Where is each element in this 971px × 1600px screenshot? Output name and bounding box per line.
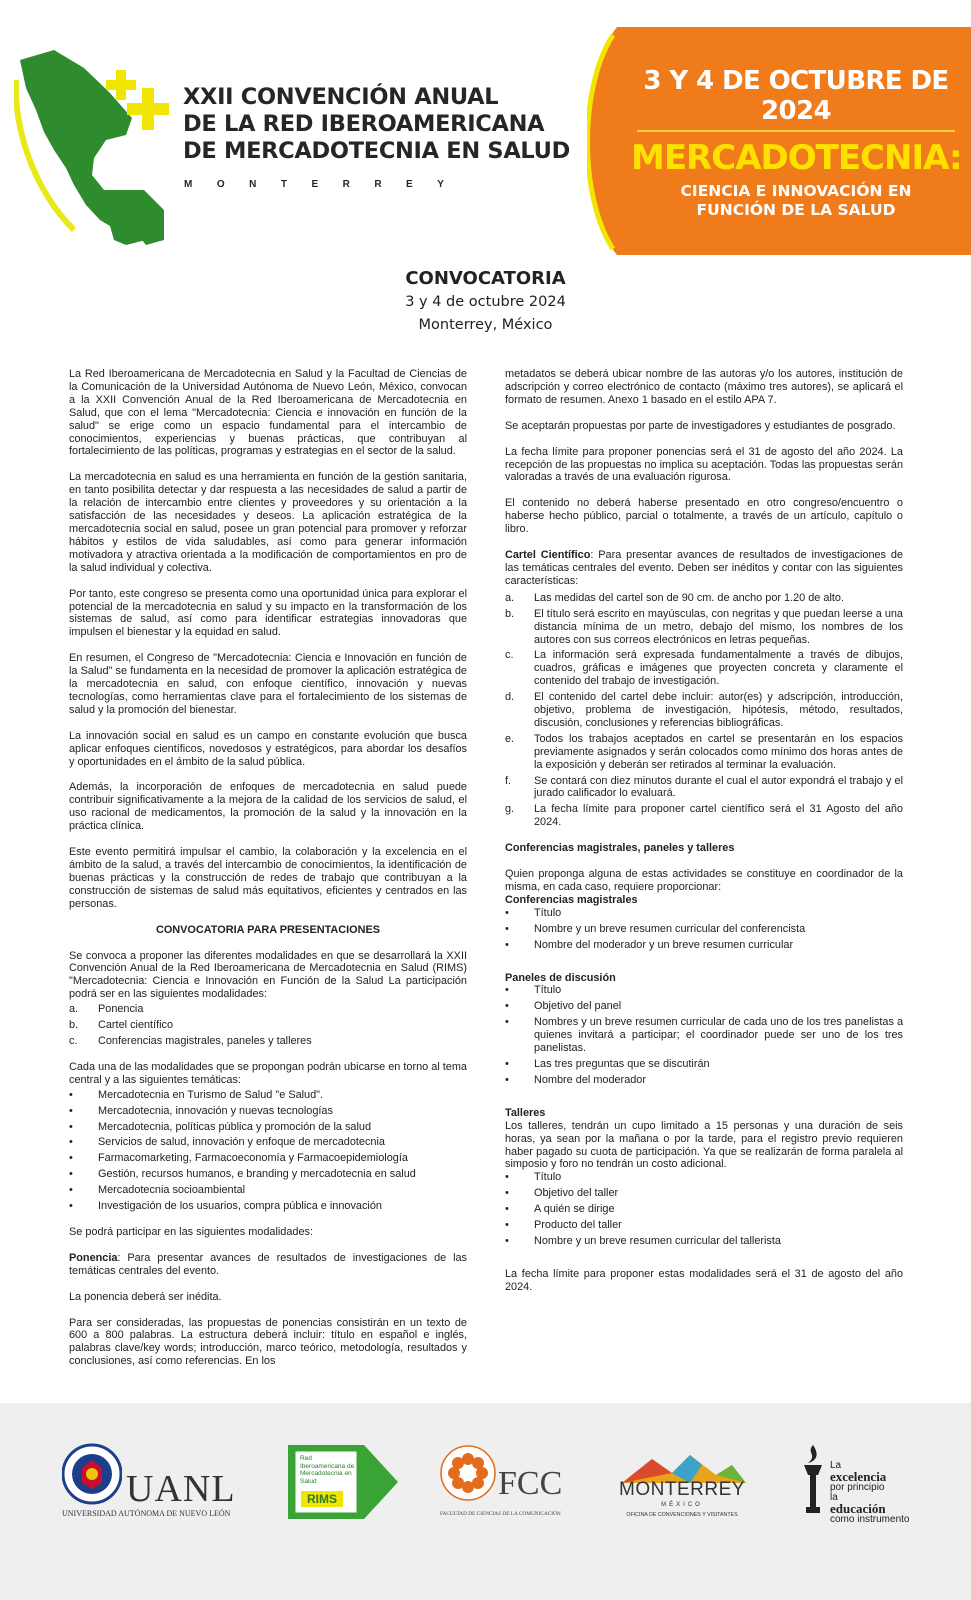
ponencia-text: : Para presentar avances de resultados de investigaciones de las temáticas centrales del evento. xyxy=(69,1251,467,1277)
list-item xyxy=(69,1136,467,1149)
list-item-text: Conferencias magistrales, paneles y talleres xyxy=(98,1034,312,1047)
excelencia-logo xyxy=(800,1445,910,1525)
list-item xyxy=(505,923,903,936)
uanl-seal-icon xyxy=(62,1443,122,1505)
excelencia-line: la xyxy=(830,1492,838,1503)
paragraph: La Red Iberoamericana de Mercadotecnia en Salud y la Facultad de Ciencias de la Comunicación de la Universidad Autónoma de Nuevo León, México, convocan a la XXII Convención Anual de la Red Iberoamericana de Mercadotecnia en Salud, que con el lema "Mercadotecnia: Ciencia e innovación en función de la salud" se erige como un espacio fundamental para el intercambio de conocimientos, experiencias y buenas prácticas, que contribuyan al fortalecimiento de las políticas, programas y estrategias en el sector de la salud. xyxy=(69,368,467,458)
right-column xyxy=(505,368,903,1307)
paragraph xyxy=(69,1252,467,1278)
monterrey-country: MÉXICO xyxy=(661,1502,703,1508)
list-item-text: Ponencia xyxy=(98,1003,144,1016)
rims-text-line: Mercadotecnia en xyxy=(300,1470,352,1477)
paragraph: Se podrá participar en las siguientes modalidades: xyxy=(69,1225,313,1238)
paragraph: Se aceptarán propuestas por parte de investigadores y estudiantes de posgrado. xyxy=(505,419,896,432)
monterrey-ocv: OFICINA DE CONVENCIONES Y VISITANTES xyxy=(626,1512,738,1518)
footer-logos xyxy=(0,1403,971,1600)
list-item-text: Título xyxy=(534,984,562,997)
workshops-list xyxy=(505,1171,903,1248)
list-item xyxy=(69,1184,467,1197)
latin-america-map-logo xyxy=(14,40,189,245)
bullet-icon: • xyxy=(69,1152,73,1165)
bullet-icon: • xyxy=(505,1073,509,1086)
fcc-wordmark: FCC xyxy=(498,1465,563,1502)
list-item-text: Objetivo del panel xyxy=(534,1000,622,1013)
paragraph: La mercadotecnia en salud es una herramienta en función de la gestión sanitaria, en tanto posibilita detectar y dar respuesta a las necesidades de salud a partir de la relación de intercambio entre clientes y proveedores y su orientación a la satisfacción de las necesidades y deseos. La aplicación estratégica de la mercadotecnia social en salud, posee un gran potencial para promover y reforzar hábitos y estilos de vida saludables, así como para generar información motivadora y atractiva orientada a la modificación de comportamientos en pro de la salud individual y colectiva. xyxy=(69,471,467,574)
left-column xyxy=(69,368,467,1381)
list-marker: g. xyxy=(505,803,515,816)
bullet-icon: • xyxy=(505,938,509,951)
list-item xyxy=(69,1152,467,1165)
banner-divider xyxy=(637,130,955,132)
paragraph xyxy=(505,549,903,588)
list-item xyxy=(69,1019,467,1032)
event-place: Monterrey, México xyxy=(418,317,553,333)
bullet-icon: • xyxy=(505,1219,509,1232)
paragraph: Quien proponga alguna de estas actividades se constituye en coordinador de la misma, en cada caso, requiere proporcionar: xyxy=(505,868,903,893)
list-item xyxy=(505,649,903,688)
list-item xyxy=(505,939,903,952)
bullet-icon: • xyxy=(69,1168,73,1181)
banner-text xyxy=(631,60,961,220)
paragraph: Para ser consideradas, las propuestas de ponencias consistirán en un texto de 600 a 800 palabras. La estructura deberá incluir: título en español e inglés, palabras clave/key words; introducción, marco teórico, metodología, resultados y conclusiones, así como referencias. En los xyxy=(69,1316,467,1368)
workshops-subheading: Talleres xyxy=(505,1106,546,1119)
list-item xyxy=(505,984,903,997)
list-item-text: Servicios de salud, innovación y enfoque de mercadotecnia xyxy=(98,1136,385,1149)
list-marker: c. xyxy=(69,1034,78,1047)
list-item xyxy=(69,1200,467,1213)
list-item xyxy=(69,1168,467,1181)
fcc-flower-icon xyxy=(440,1445,496,1501)
list-item-text: Investigación de los usuarios, compra pública e innovación xyxy=(98,1200,382,1213)
list-marker: e. xyxy=(505,732,515,745)
list-item-text: El título será escrito en mayúsculas, con negritas y que puedan leerse a una distancia mínima de un metro, debajo del mismo, los nombres de los autores con sus correos electrónicos en letras pequeñas. xyxy=(534,607,903,646)
bullet-icon: • xyxy=(69,1200,73,1213)
paragraph: Se convoca a proponer las diferentes modalidades en que se desarrollará la XXII Convención Anual de la Red Iberoamericana de Mercadotecnia en Salud (RIMS) "Mercadotecnia: Ciencia e Innovación en Función de la Salud La participación podrá ser en las siguientes modalidades: xyxy=(69,949,467,1001)
excelencia-line: excelencia xyxy=(830,1469,887,1484)
panels-subheading: Paneles de discusión xyxy=(505,971,616,984)
paragraph: La innovación social en salud es un campo en constante evolución que busca aplicar enfoques científicos, novedosos y estratégicos, para abordar los desafíos y oportunidades en el ámbito de la salud pública. xyxy=(69,729,467,768)
uanl-wordmark: UANL xyxy=(126,1468,236,1510)
conferences-list xyxy=(505,907,903,952)
bullet-icon: • xyxy=(505,1057,509,1070)
list-item-text: Título xyxy=(534,906,562,919)
list-item xyxy=(505,1187,903,1200)
list-item-text: Producto del taller xyxy=(534,1219,622,1232)
header xyxy=(0,0,971,255)
list-item-text: Farmacomarketing, Farmacoeconomía y Farmacoepidemiología xyxy=(98,1152,408,1165)
cartel-text: : Para presentar avances de resultados de investigaciones de las temáticas centrales del evento. Deben ser inéditos y contar con las siguientes características: xyxy=(505,549,903,587)
bullet-icon: • xyxy=(505,984,509,997)
convention-city: MONTERREY xyxy=(184,179,469,190)
list-item xyxy=(505,775,903,801)
paragraph: Cada una de las modalidades que se propongan podrán ubicarse en torno al tema central y a las siguientes temáticas: xyxy=(69,1060,467,1086)
rims-text-line: Salud xyxy=(300,1477,317,1485)
rims-text-line: Iberoamericana de xyxy=(300,1462,355,1470)
cartel-list xyxy=(505,592,903,829)
bullet-icon: • xyxy=(69,1136,73,1149)
list-item xyxy=(505,907,903,920)
list-item xyxy=(69,1089,467,1102)
list-marker: d. xyxy=(505,691,515,704)
fcc-logo xyxy=(440,1445,570,1525)
excelencia-line: por principio xyxy=(830,1482,885,1493)
paragraph: La fecha límite para proponer estas modalidades será el 31 de agosto del año 2024. xyxy=(505,1267,903,1293)
list-item xyxy=(505,608,903,647)
list-item-text: Las tres preguntas que se discutirán xyxy=(534,1057,710,1070)
list-marker: a. xyxy=(69,1003,79,1016)
paragraph: metadatos se deberá ubicar nombre de las autoras y/o los autores, institución de adscripción y correo electrónico de contacto (máximo tres autores), se aplicará el formato de resumen. Anexo 1 basado en el estilo APA 7. xyxy=(505,368,903,406)
list-item xyxy=(505,803,903,829)
paragraph: En resumen, el Congreso de "Mercadotecnia: Ciencia e Innovación en función de la Salud" se fundamenta en la necesidad de promover la aplicación estratégica de la mercadotecnia en salud, con enfoque científico, innovación y nuevas tecnologías, como herramientas clave para el fortalecimiento de los sistemas de salud y la promoción del bienestar. xyxy=(69,652,467,716)
list-item-text: Mercadotecnia, innovación y nuevas tecnologías xyxy=(98,1104,333,1117)
convention-title-line-3: DE MERCADOTECNIA EN SALUD xyxy=(183,138,571,164)
list-item-text: Nombre y un breve resumen curricular del tallerista xyxy=(534,1234,781,1247)
bullet-icon: • xyxy=(505,1000,509,1013)
plus-cross-large xyxy=(127,88,169,130)
banner-date: 3 Y 4 DE OCTUBRE DE 2024 xyxy=(643,66,949,126)
paragraph: Los talleres, tendrán un cupo limitado a 15 personas y una duración de seis horas, ya sean por la mañana o por la tarde, para el registro previo requieren haber pagado su cuota de participación. Ya que se realizarán de forma paralela al simposio y foro no tendrán un costo adicional. xyxy=(505,1119,903,1171)
list-item-text: A quién se dirige xyxy=(534,1203,615,1216)
bullet-icon: • xyxy=(505,1203,509,1216)
list-item xyxy=(505,1000,903,1013)
excelencia-line: educación xyxy=(830,1501,886,1516)
cartel-label: Cartel Científico xyxy=(505,549,591,562)
bullet-icon: • xyxy=(69,1088,73,1101)
list-item xyxy=(69,1121,467,1134)
excelencia-text xyxy=(830,1461,909,1525)
list-marker: f. xyxy=(505,774,512,787)
rims-badge: RIMS xyxy=(301,1491,343,1507)
list-item-text: Nombres y un breve resumen curricular de cada uno de los tres panelistas a quienes invitará a participar; el coordinador puede ser uno de los tres panelistas. xyxy=(534,1016,903,1055)
bullet-icon: • xyxy=(505,1016,509,1029)
bullet-icon: • xyxy=(505,922,509,935)
banner-subtitle-1: CIENCIA E INNOVACIÓN EN xyxy=(680,182,912,200)
banner-subtitle-2: FUNCIÓN DE LA SALUD xyxy=(696,201,896,219)
excelencia-line: La xyxy=(830,1460,842,1471)
list-item xyxy=(505,691,903,730)
convention-title-line-2: DE LA RED IBEROAMERICANA xyxy=(183,111,545,137)
list-item-text: Gestión, recursos humanos, e branding y mercadotecnia en salud xyxy=(98,1168,416,1181)
section-heading: CONVOCATORIA PARA PRESENTACIONES xyxy=(155,923,381,936)
list-item xyxy=(505,1203,903,1216)
event-date: 3 y 4 de octubre 2024 xyxy=(405,294,566,310)
bullet-icon: • xyxy=(505,1187,509,1200)
topics-list xyxy=(69,1089,467,1213)
list-item xyxy=(505,1219,903,1232)
bullet-icon: • xyxy=(69,1104,73,1117)
convention-title xyxy=(183,84,573,165)
paragraph: El contenido no deberá haberse presentado en otro congreso/encuentro o haberse hecho público, parcial o totalmente, a través de un artículo, capítulo o libro. xyxy=(505,497,903,536)
ponencia-label: Ponencia xyxy=(69,1251,118,1264)
modalities-list xyxy=(69,1003,467,1048)
bullet-icon: • xyxy=(505,1234,509,1247)
list-item-text: Mercadotecnia en Turismo de Salud "e Salud". xyxy=(98,1088,324,1101)
list-item-text: Nombre del moderador y un breve resumen curricular xyxy=(534,938,794,951)
paragraph: Por tanto, este congreso se presenta como una oportunidad única para explorar el potencial de la mercadotecnia en salud y su impacto en la transformación de los sistemas de salud, así como para identificar estrategias innovadoras que impulsen el bienestar y la equidad en salud. xyxy=(69,587,467,639)
list-item-text: Las medidas del cartel son de 90 cm. de ancho por 1.20 de alto. xyxy=(534,591,844,604)
uanl-logo xyxy=(62,1443,242,1523)
page-title: CONVOCATORIA xyxy=(405,268,566,289)
list-item-text: Se contará con diez minutos durante el cual el autor expondrá el trabajo y el jurado calificador lo evaluará. xyxy=(534,774,903,800)
list-item-text: Mercadotecnia socioambiental xyxy=(98,1184,246,1197)
rims-text xyxy=(300,1455,354,1485)
list-item-text: El contenido del cartel debe incluir: autor(es) y adscripción, introducción, objetivo, problema de investigación, hipótesis, método, resultados, discusión, conclusiones y referencias bibliográficas. xyxy=(534,691,903,729)
monterrey-wordmark: MONTERREY xyxy=(619,1479,745,1500)
list-item-text: Objetivo del taller xyxy=(534,1187,619,1200)
uanl-subtitle: UNIVERSIDAD AUTÓNOMA DE NUEVO LEÓN xyxy=(62,1509,231,1518)
paragraph: Este evento permitirá impulsar el cambio, la colaboración y la excelencia en el ámbito de la salud, a través del intercambio de conocimientos, la identificación de buenas prácticas y la construcción de redes de trabajo que contribuyan a la construcción de sistemas de salud más equitativos, eficientes y centrados en las personas. xyxy=(69,846,467,910)
list-item xyxy=(69,1003,467,1016)
list-marker: b. xyxy=(69,1019,79,1032)
list-item-text: Cartel científico xyxy=(98,1019,174,1032)
list-item-text: Nombre del moderador xyxy=(534,1073,646,1086)
list-item xyxy=(505,1016,903,1055)
rims-logo xyxy=(288,1445,398,1519)
list-item-text: Título xyxy=(534,1171,562,1184)
list-marker: c. xyxy=(505,649,514,662)
list-item xyxy=(69,1105,467,1118)
list-item xyxy=(505,592,903,605)
banner-theme: MERCADOTECNIA: xyxy=(631,138,962,178)
conferences-heading: Conferencias magistrales, paneles y talleres xyxy=(505,842,735,855)
bullet-icon: • xyxy=(69,1184,73,1197)
paragraph: Además, la incorporación de enfoques de mercadotecnia en salud puede contribuir significativamente a la mejora de la calidad de los servicios de salud, el uso racional de medicamentos, la promoción de la salud y la innovación en la práctica clínica. xyxy=(69,781,467,833)
list-item-text: Mercadotecnia, políticas pública y promoción de la salud xyxy=(98,1120,372,1133)
fcc-subtitle: FACULTAD DE CIENCIAS DE LA COMUNICACIÓN xyxy=(440,1511,561,1517)
list-item-text: Todos los trabajos aceptados en cartel se presentarán en los espacios previamente asignados y serán colocados como mínimo dos horas antes de la exposición y deberán ser retirados al terminar la evaluación. xyxy=(534,732,903,771)
bullet-icon: • xyxy=(505,906,509,919)
convention-title-line-1: XXII CONVENCIÓN ANUAL xyxy=(183,84,499,110)
list-item-text: La fecha límite para proponer cartel científico será el 31 Agosto del año 2024. xyxy=(534,803,903,829)
rims-text-line: Red xyxy=(300,1455,312,1462)
paragraph: La ponencia deberá ser inédita. xyxy=(69,1290,222,1303)
paragraph: La fecha límite para proponer ponencias será el 31 de agosto del año 2024. La recepción de las propuestas no implica su aceptación. Todas las propuestas serán valoradas a través de una evaluación rigurosa. xyxy=(505,445,903,484)
list-item xyxy=(505,1074,903,1087)
torch-icon xyxy=(800,1445,826,1515)
title-block xyxy=(0,266,971,335)
monterrey-logo xyxy=(612,1453,752,1527)
excelencia-line: como instrumento xyxy=(830,1514,910,1525)
list-item xyxy=(505,733,903,772)
list-item-text: Nombre y un breve resumen curricular del conferencista xyxy=(534,922,806,935)
list-item-text: La información será expresada fundamentalmente a través de dibujos, cuadros, gráficas e imágenes que proyecten concreta y claramente el contenido del trabajo de investigación. xyxy=(534,649,903,688)
list-marker: a. xyxy=(505,591,515,604)
bullet-icon: • xyxy=(69,1120,73,1133)
panels-list xyxy=(505,984,903,1086)
list-item xyxy=(505,1171,903,1184)
conferences-subheading: Conferencias magistrales xyxy=(505,893,638,906)
list-item xyxy=(505,1058,903,1071)
bullet-icon: • xyxy=(505,1171,509,1184)
list-item xyxy=(69,1035,467,1048)
list-marker: b. xyxy=(505,607,515,620)
list-item xyxy=(505,1235,903,1248)
